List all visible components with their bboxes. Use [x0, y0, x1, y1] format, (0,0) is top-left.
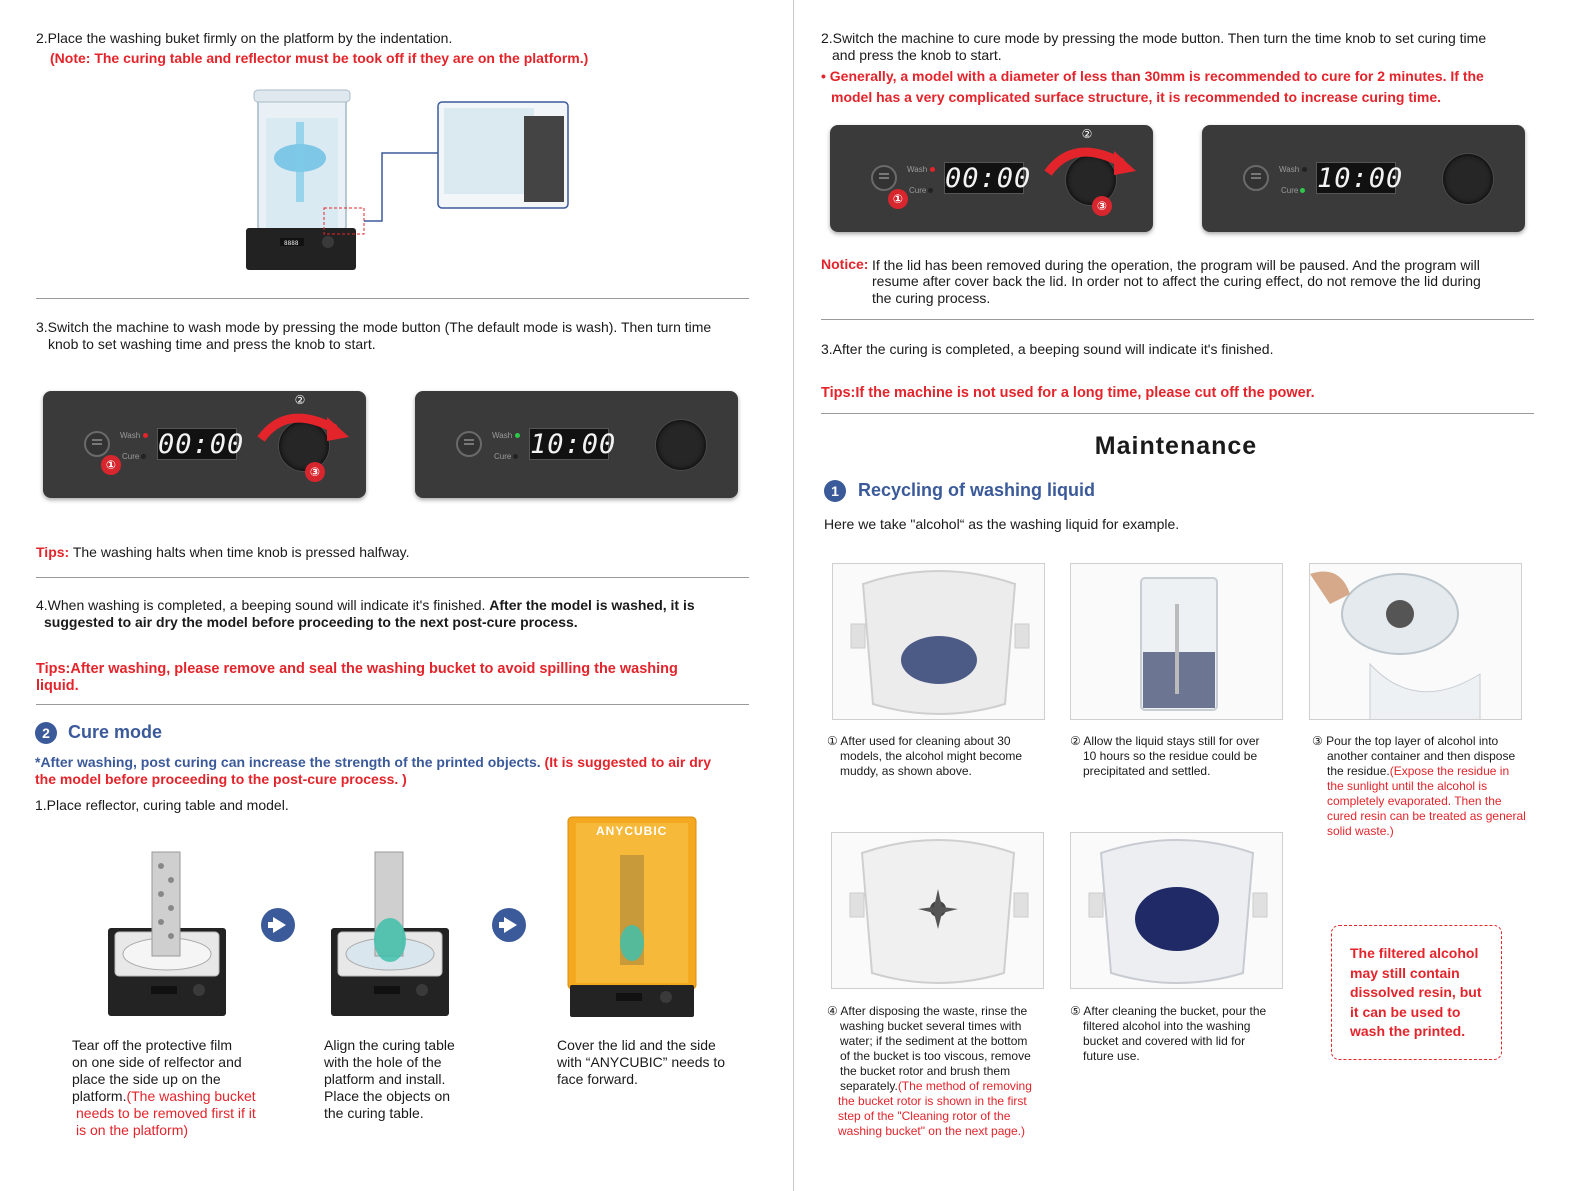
caption-step-5: ⑤ After cleaning the bucket, pour the filtered alcohol into the washing bucket and covered with lid for future use. — [1070, 1004, 1267, 1063]
mode-button[interactable] — [1243, 165, 1269, 191]
next-arrow-icon — [492, 908, 526, 942]
wash-tips2-line2: liquid. — [36, 678, 79, 694]
photo-rinse-bucket — [831, 832, 1044, 989]
cure-step3: 3.After the curing is completed, a beeping sound will indicate it's finished. — [821, 341, 1274, 357]
mini-display-text: 8888 — [284, 240, 299, 247]
caption-step-3: ③ Pour the top layer of alcohol into another container and then dispose the residue.(Expose the residue in the sunlight until the alcohol is completely evaporated. Then the cured resin can be treated as general solid waste.) — [1312, 734, 1526, 838]
badge-1: ① — [101, 455, 121, 475]
cure-label: Cure — [909, 186, 927, 195]
wash-tips2-line1: Tips:After washing, please remove and seal the washing bucket to avoid spilling the washing — [36, 661, 678, 677]
badge-3: ③ — [1092, 196, 1112, 216]
section-number-2: 2 — [35, 722, 57, 744]
wash-indicator-dot — [930, 167, 935, 172]
cure-indicator-dot — [1300, 188, 1305, 193]
time-display: 00:00 — [158, 429, 245, 460]
power-tips: Tips:If the machine is not used for a long time, please cut off the power. — [821, 385, 1315, 401]
wash-label: Wash — [907, 165, 928, 174]
cure-indicator-dot — [928, 188, 933, 193]
wash-label: Wash — [492, 431, 513, 440]
cure-indicator-dot — [513, 454, 518, 459]
cure-label: Cure — [1281, 186, 1299, 195]
cure-step2-line2: and press the knob to start. — [832, 47, 1002, 63]
tips-label: Tips: — [36, 544, 70, 560]
mode-button[interactable] — [84, 431, 110, 457]
rotate-arrow-icon — [1044, 143, 1136, 193]
cure-note-line2: the model before proceeding to the post-cure process. ) — [35, 771, 407, 787]
recycling-intro: Here we take "alcohol“ as the washing liquid for example. — [824, 516, 1180, 532]
notice-line3: the curing process. — [872, 290, 991, 306]
wash-step2-note: (Note: The curing table and reflector must be took off if they are on the platform.) — [50, 50, 589, 66]
cure-mode-heading: Cure mode — [68, 722, 163, 742]
time-display: 00:00 — [945, 163, 1032, 194]
badge-1: ① — [888, 189, 908, 209]
caption-step-1: ① After used for cleaning about 30 models, the alcohol might become muddy, as shown above. — [827, 734, 1023, 778]
time-display: 10:00 — [1317, 163, 1404, 194]
cure-step2-line1: 2.Switch the machine to cure mode by pressing the mode button. Then turn the time knob to set curing time — [821, 30, 1487, 46]
wash-indicator-dot — [143, 433, 148, 438]
caption-reflector: Tear off the protective film on one side of relfector and place the side up on the platform.(The washing bucket needs to be removed first if it is on the platform) — [72, 1037, 256, 1138]
wash-indicator-dot — [1302, 167, 1307, 172]
covered-machine-illustration — [566, 815, 699, 1020]
photo-pour-filtered-alcohol — [1070, 832, 1283, 989]
mode-button[interactable] — [456, 431, 482, 457]
reflector-illustration — [105, 850, 230, 1020]
cure-label: Cure — [122, 452, 140, 461]
maintenance-title: Maintenance — [1094, 432, 1258, 460]
divider-line — [36, 298, 749, 299]
divider-line — [821, 413, 1534, 414]
wash-tips — [36, 544, 410, 561]
wash-step4-line2: suggested to air dry the model before proceeding to the next post-cure process. — [44, 614, 578, 630]
control-panel-cure-running — [1202, 125, 1525, 232]
wash-step4-line1: 4.When washing is completed, a beeping sound will indicate it's finished. After the model is washed, it is — [36, 597, 695, 613]
mode-button[interactable] — [871, 165, 897, 191]
rotate-arrow-icon — [257, 409, 349, 459]
filtered-alcohol-warning-box: The filtered alcohol may still contain dissolved resin, but it can be used to wash the printed. — [1331, 925, 1502, 1060]
time-knob[interactable] — [656, 420, 706, 470]
wash-indicator-dot — [515, 433, 520, 438]
wash-step3-line1: 3.Switch the machine to wash mode by pressing the mode button (The default mode is wash). Then turn time — [36, 319, 712, 335]
wash-step2-title: 2.Place the washing buket firmly on the platform by the indentation. — [36, 30, 453, 46]
caption-step-4: ④ After disposing the waste, rinse the washing bucket several times with water; if the sediment at the bottom of the bucket is too viscous, remove the bucket rotor and brush them separately.(The method of removing the bucket rotor is shown in the first step of the "Cleaning rotor of the washing bucket" on the next page.) — [827, 1004, 1032, 1138]
photo-muddy-alcohol — [832, 563, 1045, 720]
control-panel-wash-set — [43, 391, 366, 498]
brand-label: ANYCUBIC — [596, 824, 668, 838]
notice-line2: resume after cover back the lid. In order not to affect the curing effect, do not remove the lid during — [872, 273, 1481, 289]
notice-label: Notice: — [821, 256, 869, 272]
wash-machine-illustration — [244, 88, 574, 273]
time-display: 10:00 — [530, 429, 617, 460]
divider-line — [36, 577, 749, 578]
control-panel-cure-set — [830, 125, 1153, 232]
recycling-heading: Recycling of washing liquid — [858, 480, 1096, 500]
wash-label: Wash — [1279, 165, 1300, 174]
badge-2: ② — [1081, 127, 1093, 141]
cure-indicator-dot — [141, 454, 146, 459]
divider-line — [36, 704, 749, 705]
cure-bullet-line2: model has a very complicated surface structure, it is recommended to increase curing time. — [831, 89, 1441, 105]
cure-step1: 1.Place reflector, curing table and model. — [35, 797, 289, 813]
badge-3: ③ — [305, 462, 325, 482]
badge-2: ② — [294, 393, 306, 407]
photo-pour-top-layer — [1309, 563, 1522, 720]
cure-bullet-line1: • Generally, a model with a diameter of less than 30mm is recommended to cure for 2 minutes. If the — [821, 68, 1484, 84]
curing-table-illustration — [328, 850, 453, 1020]
wash-label: Wash — [120, 431, 141, 440]
control-panel-wash-running — [415, 391, 738, 498]
cure-note-line1: *After washing, post curing can increase the strength of the printed objects. (It is suggested to air dry — [35, 754, 712, 770]
photo-settled-alcohol — [1070, 563, 1283, 720]
section-number-1: 1 — [824, 480, 846, 502]
tips-text: The washing halts when time knob is pressed halfway. — [72, 544, 410, 560]
caption-curing-table: Align the curing table with the hole of the platform and install. Place the objects on the curing table. — [324, 1037, 455, 1121]
wash-step3-line2: knob to set washing time and press the knob to start. — [48, 336, 376, 352]
page-divider — [793, 0, 794, 1191]
divider-line — [821, 319, 1534, 320]
caption-step-2: ② Allow the liquid stays still for over 10 hours so the residue could be precipitated and settled. — [1070, 734, 1260, 778]
time-knob[interactable] — [1443, 154, 1493, 204]
cure-label: Cure — [494, 452, 512, 461]
next-arrow-icon — [261, 908, 295, 942]
caption-cover-lid: Cover the lid and the side with “ANYCUBIC” needs to face forward. — [557, 1037, 726, 1087]
notice-line1: If the lid has been removed during the operation, the program will be paused. And the program will — [872, 257, 1480, 273]
